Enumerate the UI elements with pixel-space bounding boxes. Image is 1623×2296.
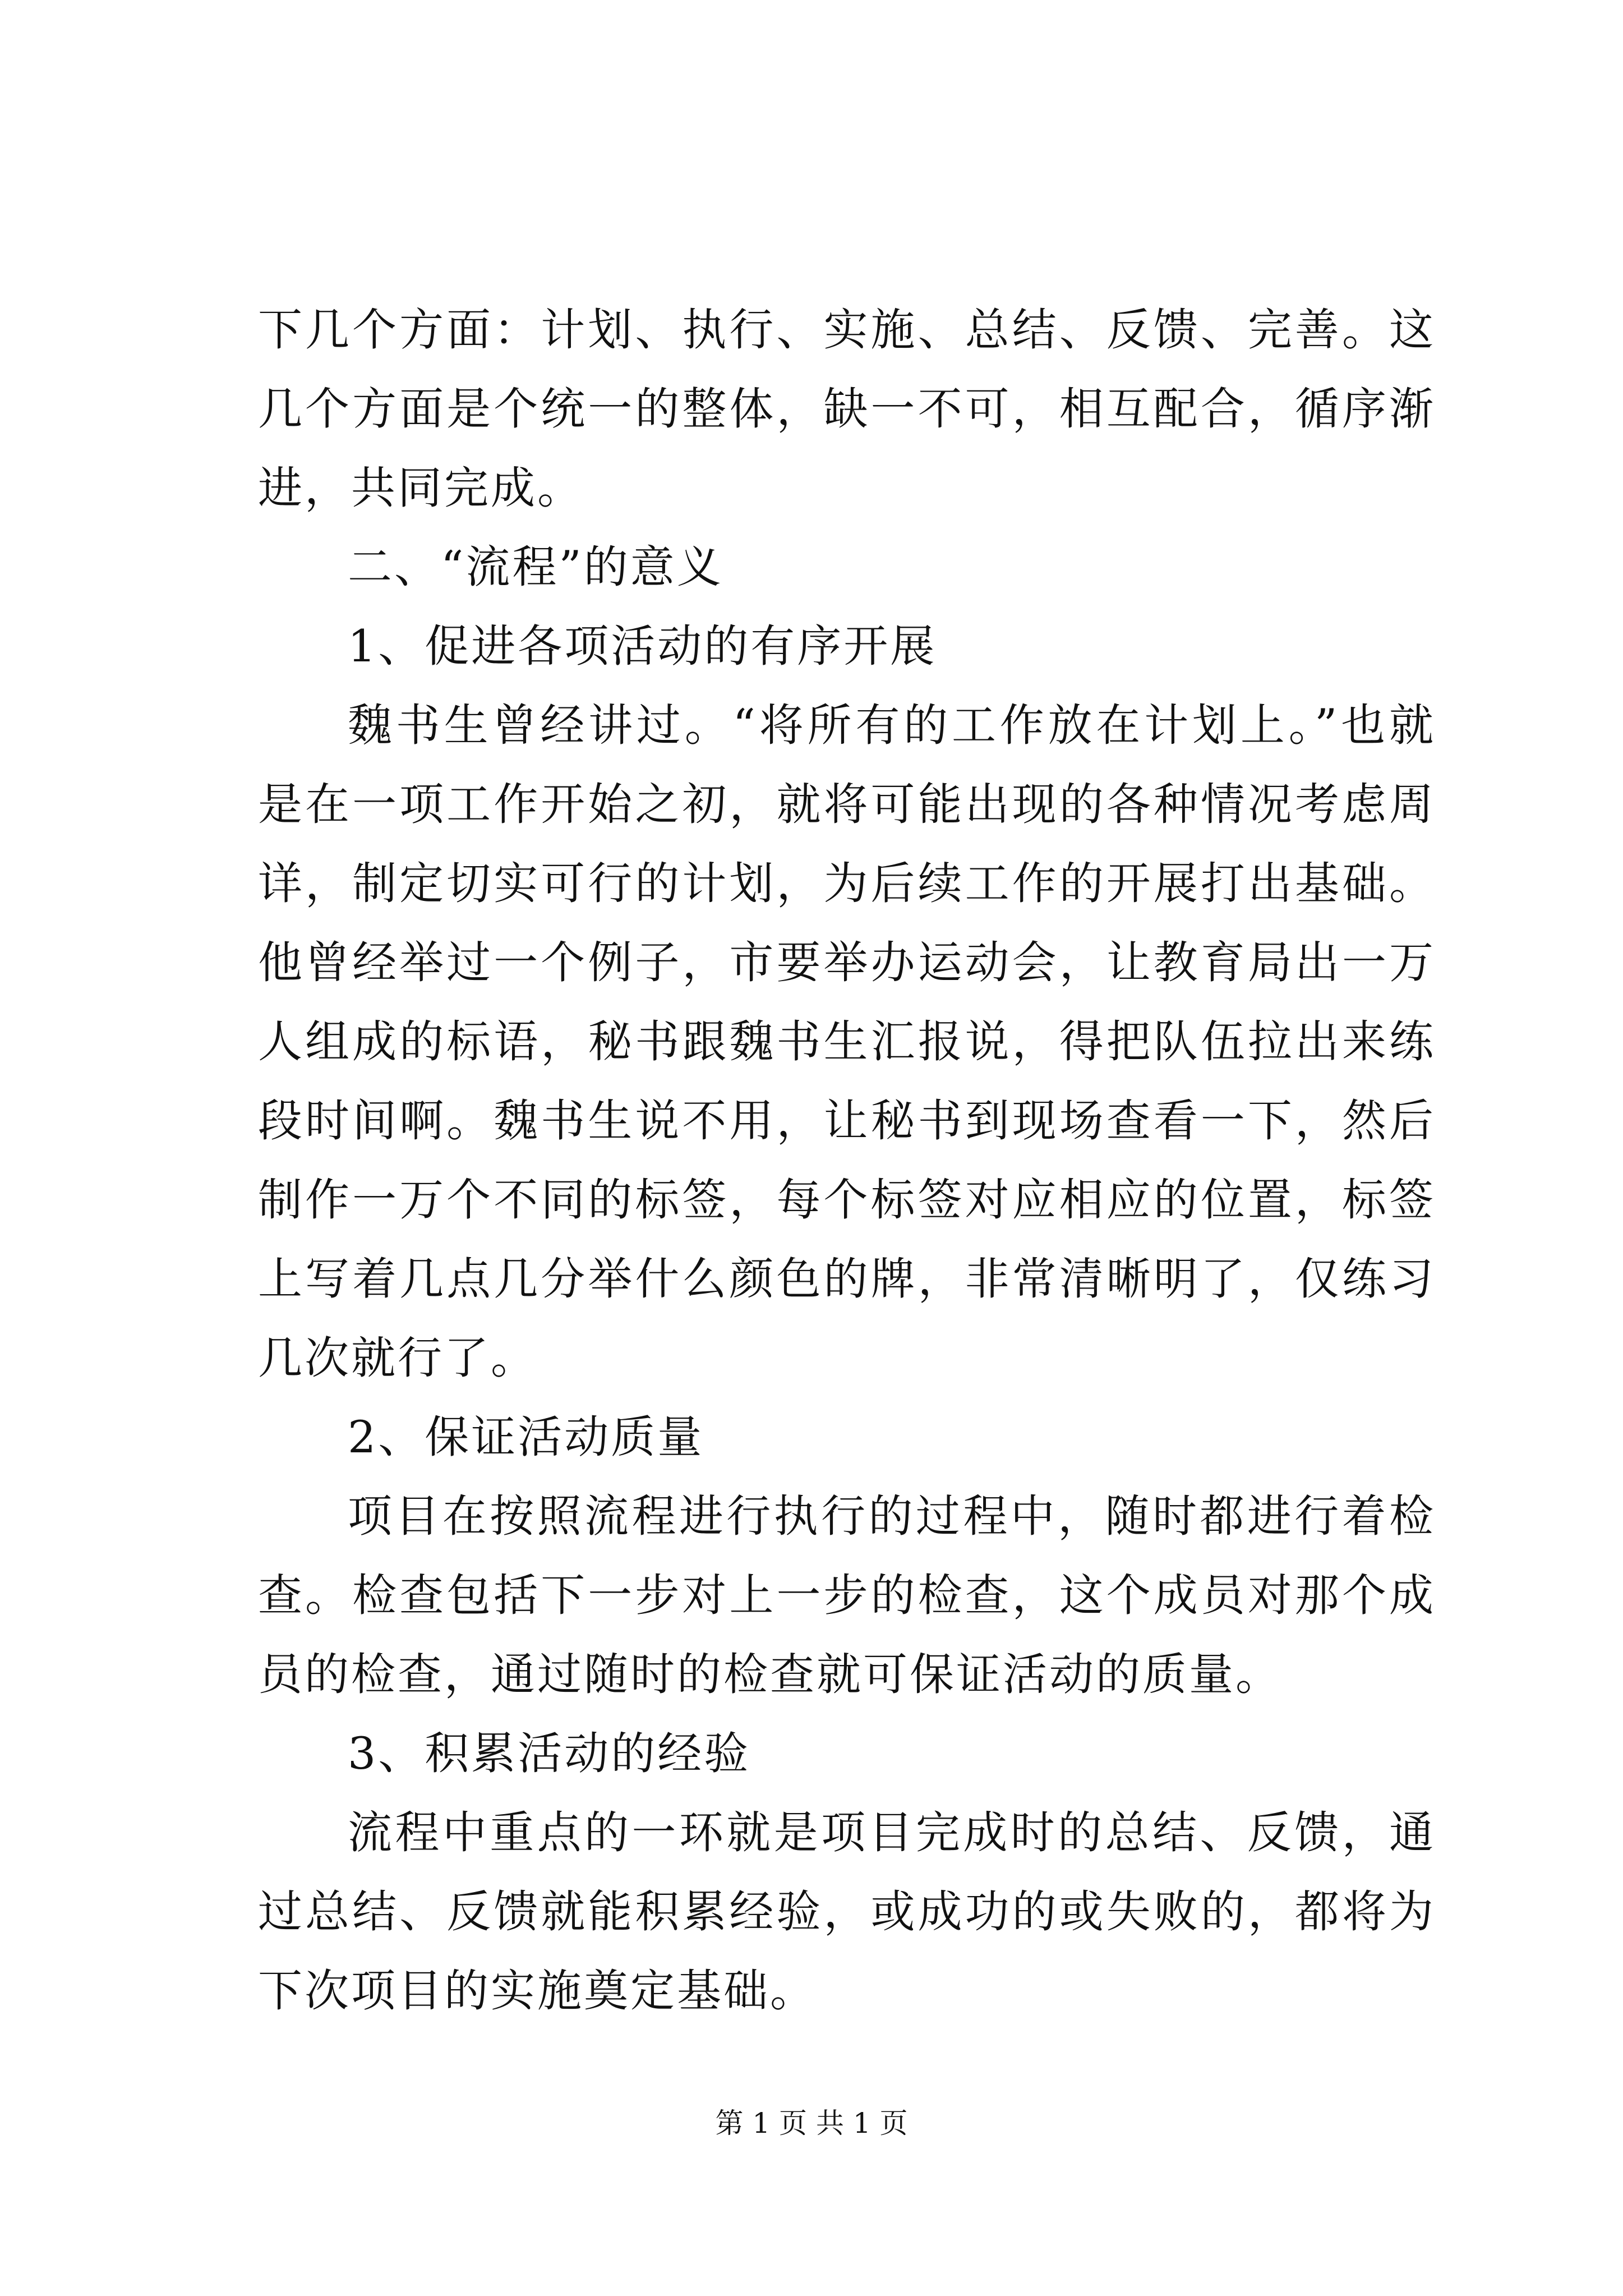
subheading-3: 3、积累活动的经验 xyxy=(348,1728,751,1779)
page-footer: 第 1 页 共 1 页 xyxy=(715,2107,908,2139)
paragraph-quality: 项目在按照流程进行执行的过程中，随时都进行着检查。检查包括下一步对上一步的检查，这个成员对那个成员的检查，通过随时的检查就可保证活动的质量。 xyxy=(258,1490,1436,1700)
paragraph-experience: 流程中重点的一环就是项目完成时的总结、反馈，通过总结、反馈就能积累经验，或成功的或失败的，都将为下次项目的实施奠定基础。 xyxy=(258,1807,1436,2017)
paragraph-aspects: 下几个方面：计划、执行、实施、总结、反馈、完善。这几个方面是个统一的整体，缺一不可，相互配合，循序渐进，共同完成。 xyxy=(258,304,1436,514)
paragraph-wei-shusheng: 魏书生曾经讲过。“将所有的工作放在计划上。”也就是在一项工作开始之初，就将可能出现的各种情况考虑周详，制定切实可行的计划，为后续工作的开展打出基础。他曾经举过一个例子，市要举办运动会，让教育局出一万人组成的标语，秘书跟魏书生汇报说，得把队伍拉出来练段时间啊。魏书生说不用，让秘书到现场查看一下，然后制作一万个不同的标签，每个标签对应相应的位置，标签上写着几点几分举什么颜色的牌，非常清晰明了，仅练习几次就行了。 xyxy=(258,700,1436,1384)
document-body xyxy=(258,291,1436,2031)
heading-section-2: 二、“流程”的意义 xyxy=(348,541,723,593)
subheading-2: 2、保证活动质量 xyxy=(348,1411,704,1463)
subheading-1: 1、促进各项活动的有序开展 xyxy=(348,620,937,672)
